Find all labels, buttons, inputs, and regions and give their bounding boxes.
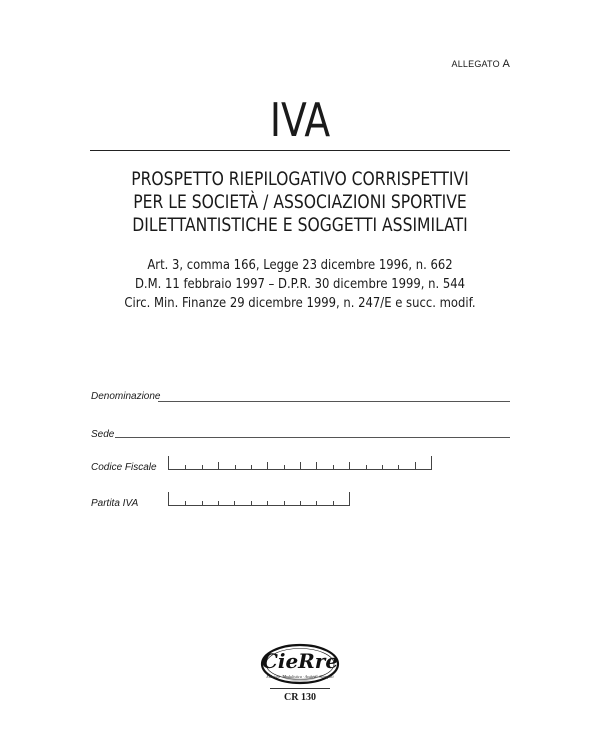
box-divider — [333, 465, 334, 469]
box-divider — [284, 465, 285, 469]
codice-fiscale-boxes[interactable] — [168, 456, 432, 470]
box-divider — [415, 462, 416, 469]
box-divider — [300, 462, 301, 469]
reference-line-3: Circ. Min. Finanze 29 dicembre 1999, n. 247/E e succ. modif. — [124, 295, 476, 311]
reference-line-2: D.M. 11 febbraio 1997 – D.P.R. 30 dicembre 1999, n. 544 — [134, 276, 466, 292]
cierre-logo — [258, 640, 342, 692]
box-divider — [284, 501, 285, 505]
box-divider — [382, 465, 383, 469]
box-divider — [316, 501, 317, 505]
code-rule — [270, 688, 330, 689]
denominazione-label: Denominazione — [91, 391, 161, 402]
legal-references — [0, 256, 600, 313]
denominazione-field[interactable] — [158, 401, 510, 402]
logo-name: CieRre — [261, 649, 339, 673]
box-divider — [316, 462, 317, 469]
subtitle — [0, 168, 600, 237]
subtitle-line-2: PER LE SOCIETÀ / ASSOCIAZIONI SPORTIVE — [133, 191, 467, 213]
product-code: CR 130 — [284, 692, 316, 703]
allegato-letter: A — [502, 58, 510, 70]
box-divider — [218, 462, 219, 469]
box-divider — [333, 501, 334, 505]
sede-label: Sede — [91, 429, 115, 440]
box-divider — [234, 501, 235, 505]
box-divider — [349, 462, 350, 469]
subtitle-line-3: DILETTANTISTICHE E SOGGETTI ASSIMILATI — [132, 214, 468, 236]
box-divider — [251, 501, 252, 505]
box-divider — [218, 501, 219, 505]
box-divider — [267, 462, 268, 469]
title-rule — [90, 150, 510, 151]
allegato-label — [452, 58, 511, 70]
box-divider — [267, 501, 268, 505]
box-divider — [185, 465, 186, 469]
box-divider — [202, 501, 203, 505]
partita-iva-boxes[interactable] — [168, 492, 350, 506]
box-divider — [202, 465, 203, 469]
codice-fiscale-label: Codice Fiscale — [91, 462, 157, 473]
box-divider — [366, 465, 367, 469]
partita-iva-label: Partita IVA — [91, 498, 139, 509]
box-divider — [398, 465, 399, 469]
sede-field[interactable] — [115, 437, 510, 438]
page-title: IVA — [269, 93, 331, 147]
logo-tagline: Edizioni · Modulistica · Archivi · Stampati — [266, 674, 334, 679]
box-divider — [235, 465, 236, 469]
subtitle-line-1: PROSPETTO RIEPILOGATIVO CORRISPETTIVI — [131, 168, 469, 190]
allegato-word: ALLEGATO — [451, 59, 500, 69]
box-divider — [251, 465, 252, 469]
box-divider — [300, 501, 301, 505]
reference-line-1: Art. 3, comma 166, Legge 23 dicembre 1996, n. 662 — [147, 257, 453, 273]
box-divider — [185, 501, 186, 505]
